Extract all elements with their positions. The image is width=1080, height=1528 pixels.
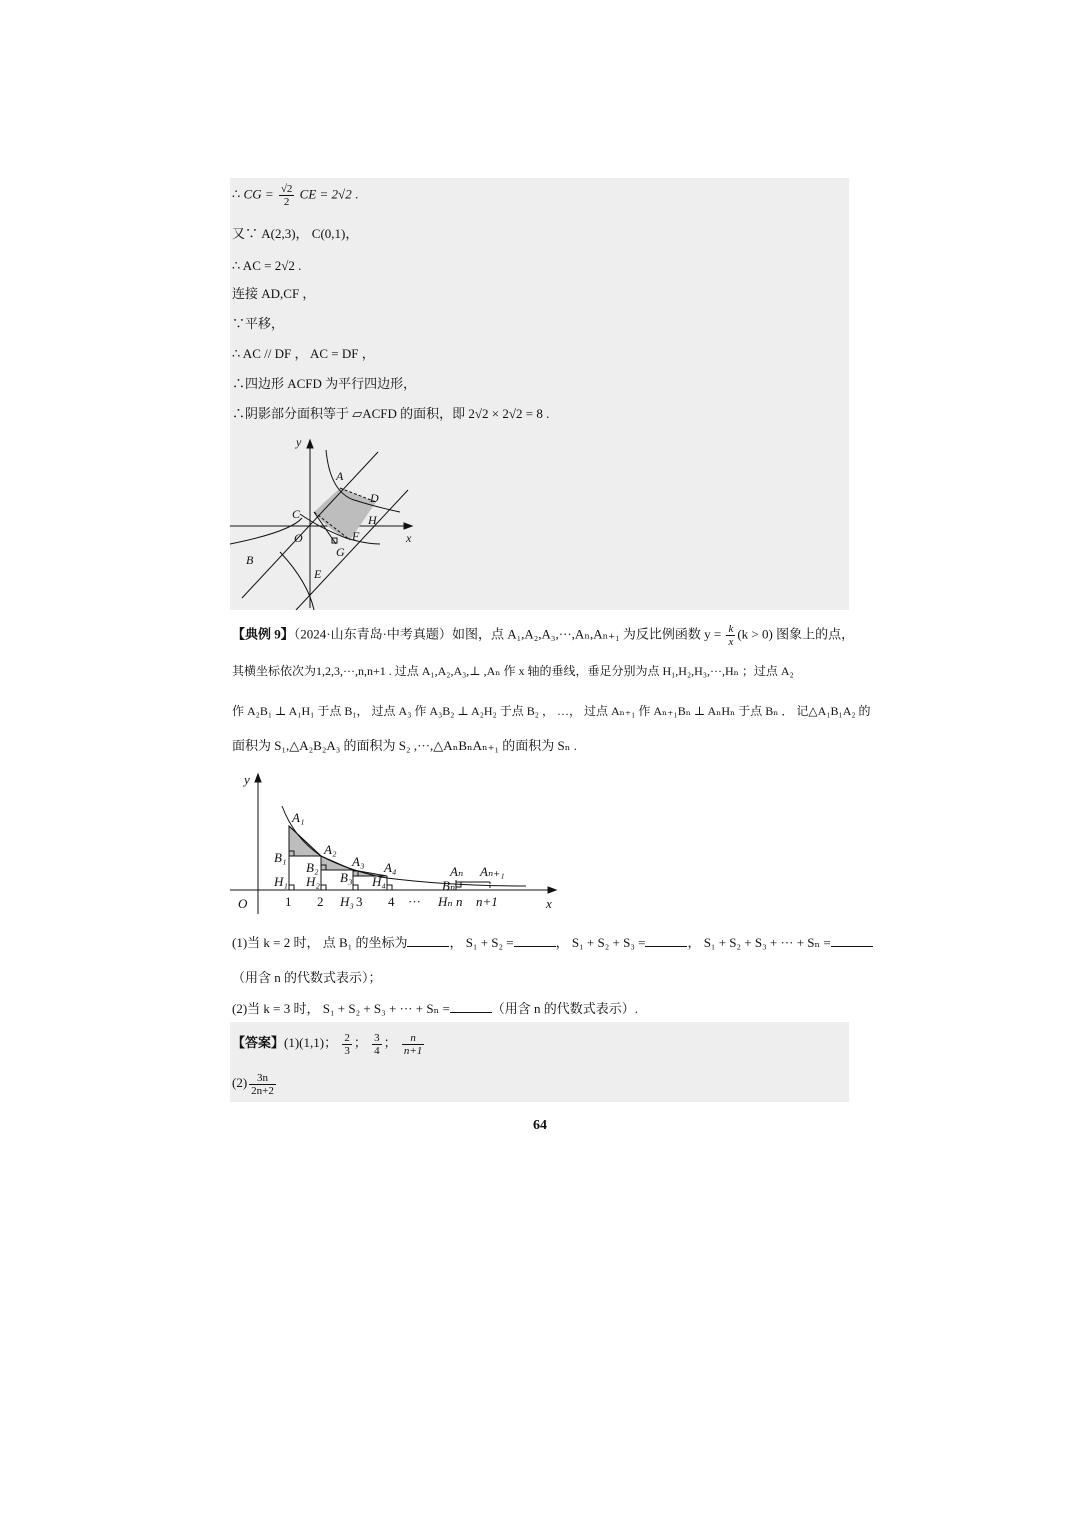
blank-b1-coordinate bbox=[407, 934, 449, 947]
answer-fraction-4: $\frac{3n}{2n+2}$ bbox=[251, 1071, 274, 1097]
solution-line-5: ∵平移， bbox=[232, 316, 285, 331]
fig1-x-arrow bbox=[404, 523, 412, 529]
fig2-label-y: y bbox=[244, 772, 250, 787]
solution-line-6: ∴ AC // DF ， AC = DF ， bbox=[232, 346, 375, 361]
fig2-label-A2: A₂ bbox=[324, 842, 337, 857]
answer-fraction-1: $\frac{2}{3}$ bbox=[344, 1031, 350, 1057]
blank-sum-k3 bbox=[450, 1000, 492, 1013]
fig2-tick-1: 1 bbox=[285, 894, 292, 909]
fig1-hyperbola-third bbox=[230, 518, 302, 544]
answer-line-1: 【答案】(1)(1,1)； $\frac{2}{3}$ ； $\frac{3}{4}$ ； $\frac{n}{n+1}$ bbox=[232, 1031, 423, 1057]
sqrt2-over-2-fraction: $\frac{√2}{2}$ bbox=[280, 183, 293, 208]
problem-line-3: 作 A₂B₁ ⊥ A₁H₁ 于点 B₁， 过点 A₃ 作 A₃B₂ ⊥ A₂H₂ 于点 B₂ ， …， 过点 Aₙ₊₁ 作 Aₙ₊₁Bₙ ⊥ AₙHₙ 于点 Bₙ ． 记△A₁B₁A₂ 的 bbox=[232, 704, 871, 718]
solution-line-4: 连接 AD,CF ， bbox=[232, 286, 316, 301]
fig2-label-B2: B₂ bbox=[306, 860, 319, 875]
figure-1-parallelogram-graph bbox=[230, 432, 430, 610]
blank-sum-n bbox=[831, 934, 873, 947]
fig1-label-G: G bbox=[336, 545, 345, 559]
fig2-label-Hn: Hₙ bbox=[438, 894, 453, 909]
answer-fraction-3: $\frac{n}{n+1}$ bbox=[403, 1031, 423, 1057]
fig2-right-angle-H1 bbox=[289, 885, 294, 890]
fig2-right-angle-H4 bbox=[387, 885, 392, 890]
fig2-tick-2: 2 bbox=[317, 894, 324, 909]
fig2-label-B3: B₃ bbox=[340, 870, 353, 885]
fig1-y-arrow bbox=[307, 440, 313, 448]
figure-2-staircase-graph bbox=[230, 768, 570, 918]
fig2-label-H1: H₁ bbox=[274, 874, 288, 889]
fig2-label-H2: H₂ bbox=[306, 874, 320, 889]
problem-source: （2024·山东青岛·中考真题） bbox=[293, 626, 452, 642]
question-1: (1)当 k = 2 时， 点 B₁ 的坐标为 ， S₁ + S₂ = ， S₁ + S₂ + S₃ = ， S₁ + S₂ + S₃ + ··· + Sₙ = bbox=[232, 934, 873, 951]
fig2-tick-3: 3 bbox=[356, 894, 363, 909]
blank-s1-s3 bbox=[645, 934, 687, 947]
fig2-right-angle-H2 bbox=[321, 885, 326, 890]
fig2-tick-4: 4 bbox=[388, 894, 395, 909]
solution-line-1: ∴ CG = $\frac{√2}{2}$ CE = 2√2 . bbox=[232, 183, 359, 208]
fig1-label-O: O bbox=[294, 531, 303, 545]
page-number: 64 bbox=[533, 1118, 547, 1133]
fig1-label-H: H bbox=[368, 513, 377, 527]
fig2-tick-n: n bbox=[456, 894, 463, 909]
solution-line-2: 又∵ A(2,3)， C(0,1)， bbox=[232, 226, 359, 241]
fig1-label-A: A bbox=[336, 469, 344, 483]
problem-line-4: 面积为 S₁,△A₂B₂A₃ 的面积为 S₂ ,···,△AₙBₙAₙ₊₁ 的面积为 Sₙ . bbox=[232, 738, 577, 753]
question-1-note: （用含 n 的代数式表示）； bbox=[232, 970, 382, 985]
fig2-label-An: Aₙ bbox=[450, 864, 464, 879]
blank-s1-s2 bbox=[514, 934, 556, 947]
fig2-tick-dots: ··· bbox=[408, 894, 421, 909]
fig2-label-x: x bbox=[546, 896, 552, 911]
fig2-label-A1: A₁ bbox=[292, 810, 305, 825]
fig1-label-F: F bbox=[352, 529, 360, 543]
solution-line-7: ∴四边形 ACFD 为平行四边形， bbox=[232, 376, 417, 391]
fig2-label-Bn: Bₙ bbox=[442, 878, 456, 893]
question-2: (2)当 k = 3 时， S₁ + S₂ + S₃ + ··· + Sₙ = （用含 n 的代数式表示）. bbox=[232, 1001, 639, 1016]
fig1-label-x: x bbox=[406, 531, 412, 545]
solution-line-3: ∴ AC = 2√2 . bbox=[232, 258, 302, 273]
fig1-label-D: D bbox=[370, 491, 379, 505]
fig2-right-angle-H3 bbox=[353, 885, 358, 890]
fig1-label-E: E bbox=[314, 567, 322, 581]
fig2-label-An1: Aₙ₊₁ bbox=[480, 864, 505, 879]
fig2-label-H4: H₄ bbox=[372, 874, 386, 889]
answer-fraction-2: $\frac{3}{4}$ bbox=[374, 1031, 380, 1057]
fig2-x-arrow bbox=[548, 887, 556, 893]
problem-line-2: 其横坐标依次为1,2,3,···,n,n+1 . 过点 A₁,A₂,A₃,⊥ ,Aₙ 作 x 轴的垂线，垂足分别为点 H₁,H₂,H₃,···,Hₙ ；过点 A₂ bbox=[232, 664, 794, 678]
fig1-label-y: y bbox=[296, 435, 302, 449]
fig2-label-B1: B₁ bbox=[274, 850, 287, 865]
fig2-label-H3: H₃ bbox=[340, 894, 354, 909]
answer-line-2: (2) $\frac{3n}{2n+2}$ bbox=[232, 1071, 274, 1097]
example-tag: 【典例 9】 bbox=[232, 626, 294, 642]
fig1-label-B: B bbox=[246, 553, 254, 567]
fig2-label-O: O bbox=[238, 896, 248, 911]
answer-tag: 【答案】 bbox=[232, 1035, 285, 1050]
fig1-label-C: C bbox=[292, 507, 301, 521]
k-over-x-fraction: $\frac{k}{x}$ bbox=[728, 623, 734, 648]
fig2-label-A3: A₃ bbox=[352, 854, 365, 869]
fig1-hyperbola-fourth bbox=[280, 552, 314, 610]
problem-line-1: 【典例 9】（2024·山东青岛·中考真题）如图，点 A₁,A₂,A₃,···,Aₙ,Aₙ₊₁ 为反比例函数 y = $\frac{k}{x}$ (k > 0) 图象上的点， bbox=[232, 623, 855, 648]
solution-line-8: ∴阴影部分面积等于 ▱ACFD 的面积，即 2√2 × 2√2 = 8 . bbox=[232, 406, 550, 421]
fig2-y-arrow bbox=[255, 774, 261, 782]
fig2-tick-n1: n+1 bbox=[476, 894, 498, 909]
fig2-label-A4: A₄ bbox=[384, 860, 397, 875]
